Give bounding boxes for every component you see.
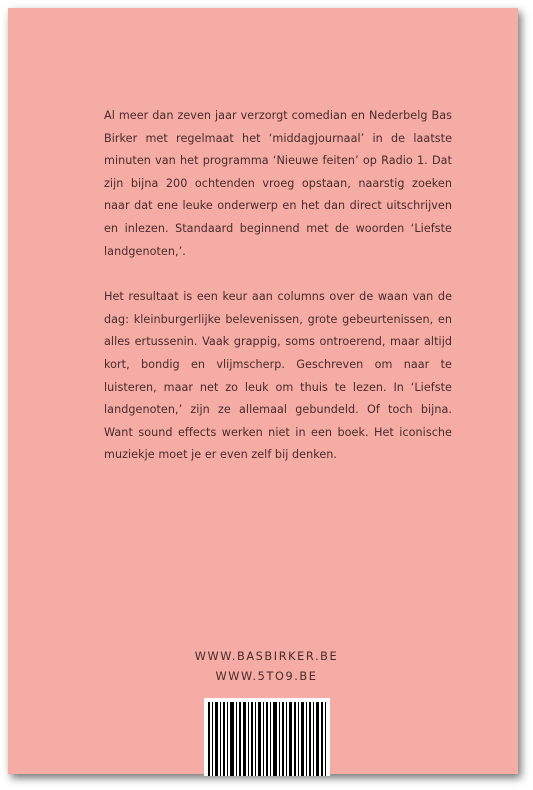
website-5to9: WWW.5TO9.BE	[215, 670, 318, 683]
blurb-paragraph-2: Het resultaat is een keur aan columns over de waan van de dag: kleinburgerlijke belevenissen, grote gebeurtenissen, en alles ertussenin. Vaak grappig, soms ontroerend, maar altijd kort, bondig en vlijmscherp. Geschreven om naar te luisteren, maar net zo leuk om thuis te lezen. In ‘Liefste landgenoten,’ zijn ze allemaal gebundeld. Of toch bijna. Want sound effects werken niet in een boek. Het iconische muziekje moet je er even zelf bij denken.	[104, 290, 452, 462]
barcode-graphic	[204, 698, 330, 776]
website-basbirker: WWW.BASBIRKER.BE	[194, 650, 339, 663]
blurb-paragraph-1: Al meer dan zeven jaar verzorgt comedian en Nederbelg Bas Birker met regelmaat het ‘middagjournaal’ in de laatste minuten van het programma ‘Nieuwe feiten’ op Radio 1. Dat zijn bijna 200 ochtenden vroeg opstaan, naarstig zoeken naar dat ene leuke onderwerp en het dan direct uitschrijven en inlezen. Standaard beginnend met de woorden ‘Liefste landgenoten,’.	[104, 109, 452, 258]
blurb-text	[104, 105, 452, 490]
barcode	[204, 698, 330, 776]
